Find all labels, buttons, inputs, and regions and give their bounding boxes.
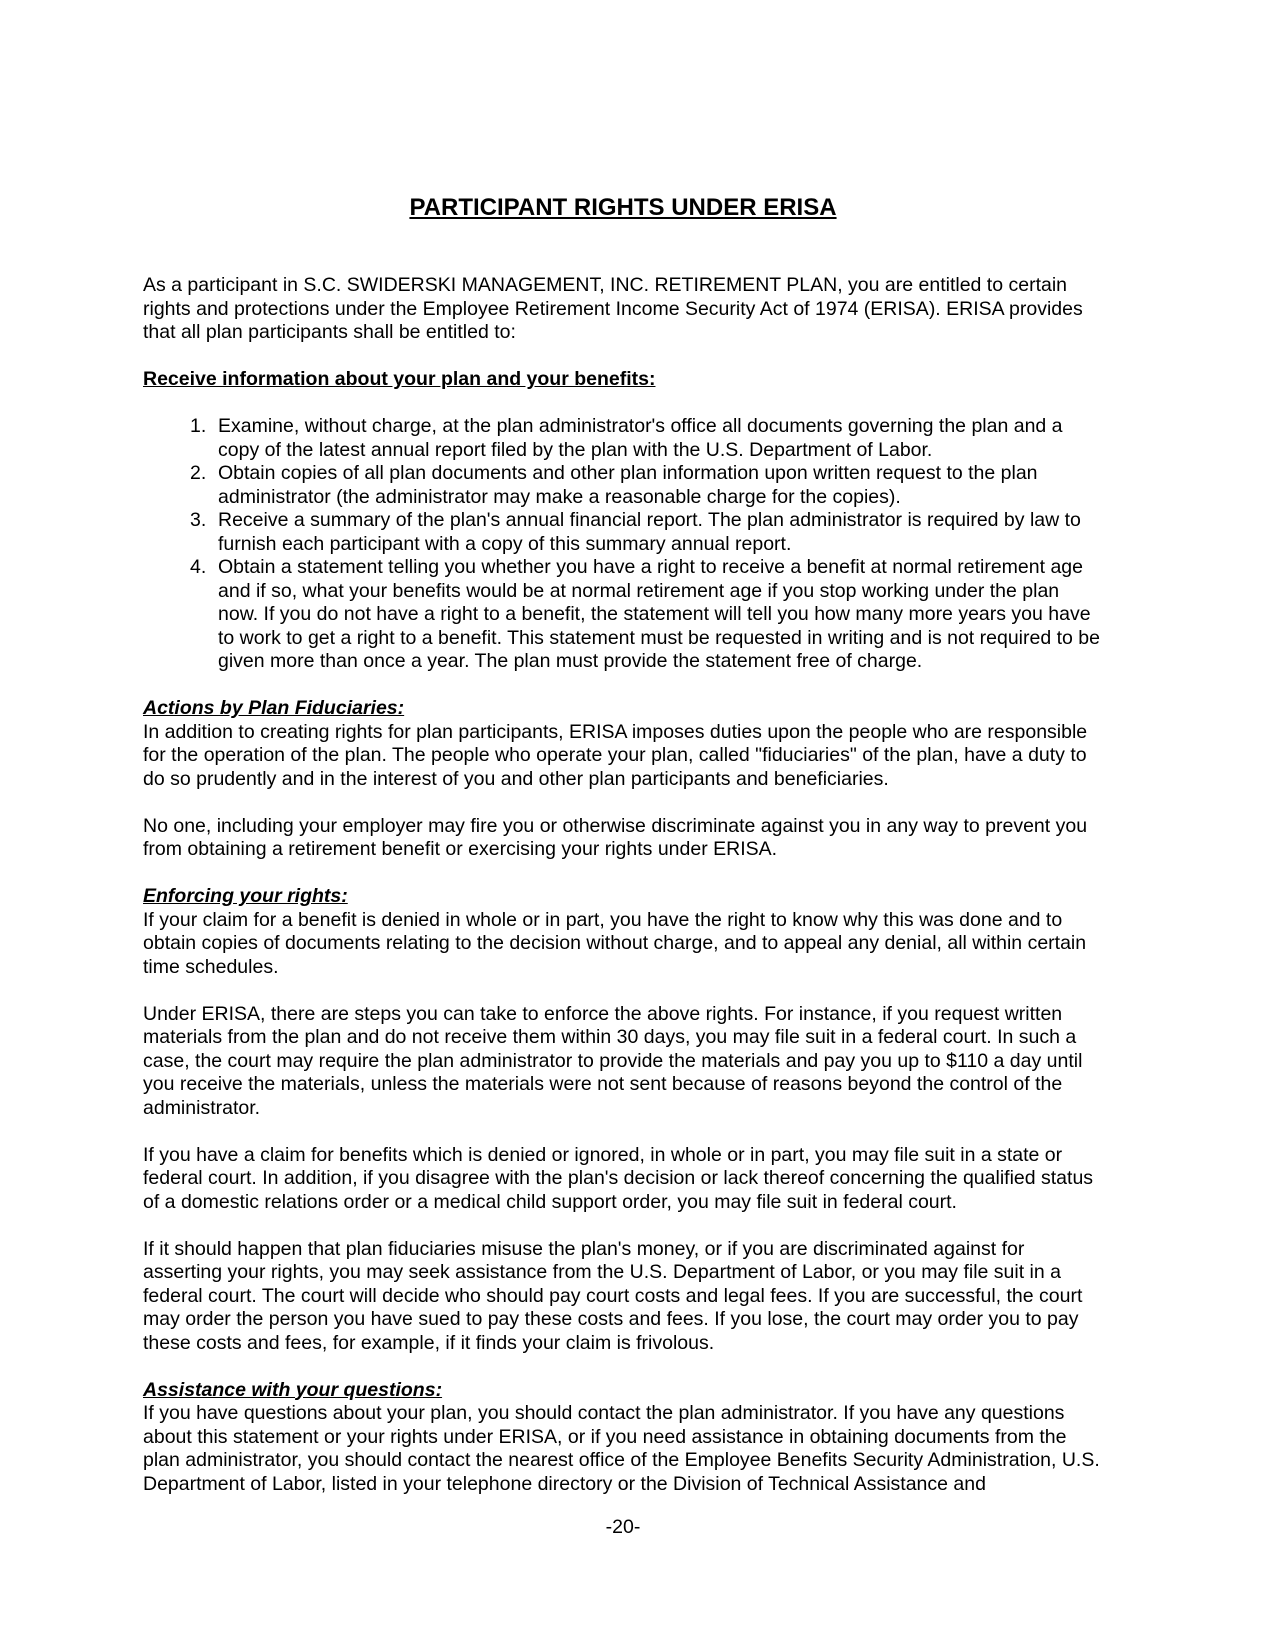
section-heading-assistance-with-your-questions: Assistance with your questions:	[143, 1378, 443, 1401]
section-heading-receive-information: Receive information about your plan and your benefits:	[143, 368, 656, 390]
body-paragraph: No one, including your employer may fire you or otherwise discriminate against you in any way to prevent you from obtaining a retirement benefit or exercising your rights under ERISA.	[143, 814, 1088, 860]
body-paragraph: In addition to creating rights for plan participants, ERISA imposes duties upon the people who are responsible for the operation of the plan. The people who operate your plan, called "fiduciaries" of the plan, have a duty to do so prudently and in the interest of you and other plan participants and beneficiaries.	[143, 720, 1088, 790]
list-item-text: Obtain a statement telling you whether you have a right to receive a benefit at normal retirement age and if so, what your benefits would be at normal retirement age if you stop working under the plan now. If you do not have a right to a benefit, the statement will tell you how many more years you have to work to get a right to a benefit. This statement must be requested in writing and is not required to be given more than once a year. The plan must provide the statement free of charge.	[218, 556, 1100, 672]
body-paragraph: If your claim for a benefit is denied in whole or in part, you have the right to know why this was done and to obtain copies of documents relating to the decision without charge, and to appeal any denial, all within certain time schedules.	[143, 908, 1087, 978]
list-item	[143, 556, 1103, 674]
document-title: PARTICIPANT RIGHTS UNDER ERISA	[409, 194, 837, 221]
body-paragraph: If you have a claim for benefits which is denied or ignored, in whole or in part, you may file suit in a state or federal court. In addition, if you disagree with the plan's decision or lack thereof concerning the qualified status of a domestic relations order or a medical child support order, you may file suit in federal court.	[143, 1143, 1094, 1213]
list-item-number: 3.	[190, 509, 207, 531]
section-heading-enforcing-your-rights: Enforcing your rights:	[143, 885, 348, 907]
list-item	[143, 509, 1103, 556]
list-item-text: Obtain copies of all plan documents and other plan information upon written request to the plan administrator (the administrator may make a reasonable charge for the copies).	[218, 462, 1038, 508]
list-item-number: 1.	[190, 415, 207, 437]
body-paragraph: If it should happen that plan fiduciaries misuse the plan's money, or if you are discriminated against for asserting your rights, you may seek assistance from the U.S. Department of Labor, or you may file suit in a federal court. The court will decide who should pay court costs and legal fees. If you are successful, the court may order the person you have sued to pay these costs and fees. If you lose, the court may order you to pay these costs and fees, for example, if it finds your claim is frivolous.	[143, 1237, 1083, 1354]
body-paragraph: If you have questions about your plan, you should contact the plan administrator. If you have any questions about this statement or your rights under ERISA, or if you need assistance in obtaining documents from the plan administrator, you should contact the nearest office of the Employee Benefits Security Administration, U.S. Department of Labor, listed in your telephone directory or the Division of Technical Assistance and	[143, 1402, 1100, 1495]
list-item-text: Examine, without charge, at the plan administrator's office all documents governing the plan and a copy of the latest annual report filed by the plan with the U.S. Department of Labor.	[218, 415, 1063, 461]
intro-paragraph: As a participant in S.C. SWIDERSKI MANAGEMENT, INC. RETIREMENT PLAN, you are entitled to certain rights and protections under the Employee Retirement Income Security Act of 1974 (ERISA). ERISA provides that all plan participants shall be entitled to:	[143, 274, 1083, 343]
body-paragraph: Under ERISA, there are steps you can take to enforce the above rights. For instance, if you request written materials from the plan and do not receive them within 30 days, you may file suit in a federal court. In such a case, the court may require the plan administrator to provide the materials and pay you up to $110 a day until you receive the materials, unless the materials were not sent because of reasons beyond the control of the administrator.	[143, 1002, 1083, 1119]
list-item-number: 4.	[190, 556, 207, 578]
list-item-number: 2.	[190, 462, 207, 484]
list-item-text: Receive a summary of the plan's annual financial report. The plan administrator is required by law to furnish each participant with a copy of this summary annual report.	[218, 509, 1081, 555]
page-number: -20-	[605, 1516, 641, 1538]
list-item	[143, 415, 1103, 462]
section-heading-actions-by-plan-fiduciaries: Actions by Plan Fiduciaries:	[143, 697, 405, 719]
list-item	[143, 462, 1103, 509]
rights-list	[143, 415, 1103, 674]
